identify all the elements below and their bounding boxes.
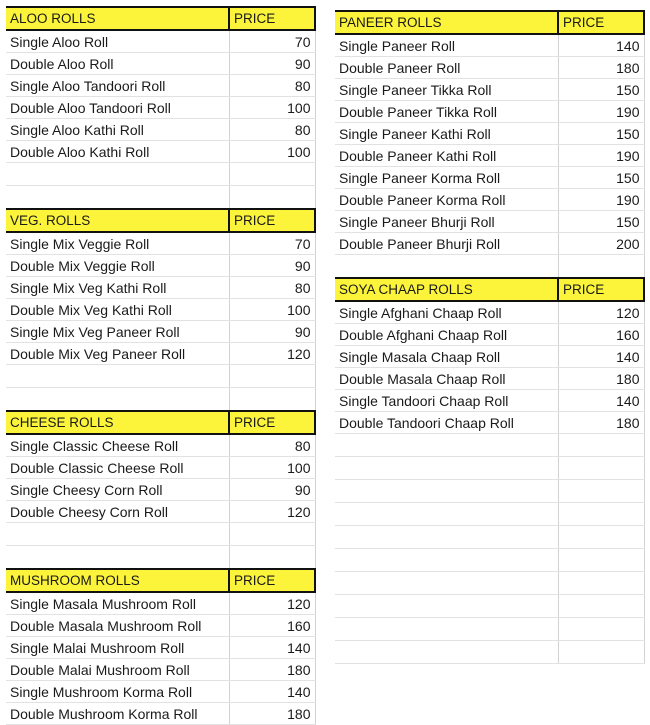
item-name: Double Mix Veggie Roll (6, 255, 229, 277)
menu-item-row (6, 343, 315, 365)
item-name: Single Aloo Roll (6, 30, 229, 53)
menu-item-row (6, 141, 315, 163)
item-price: 150 (558, 79, 644, 101)
item-price: 140 (558, 34, 644, 57)
price-column-label: PRICE (229, 209, 315, 232)
item-price: 150 (558, 211, 644, 233)
item-name: Double Aloo Tandoori Roll (6, 97, 229, 119)
item-name: Double Mix Veg Paneer Roll (6, 343, 229, 365)
menu-item-row (335, 145, 644, 167)
menu-item-row (6, 255, 315, 277)
right-menu-table (335, 10, 645, 664)
menu-item-row (6, 30, 315, 53)
menu-item-row (335, 324, 644, 346)
menu-item-row (6, 232, 315, 255)
section-title: MUSHROOM ROLLS (6, 569, 229, 592)
menu-item-row (6, 97, 315, 119)
item-name: Single Paneer Korma Roll (335, 167, 558, 189)
menu-item-row (6, 479, 315, 501)
item-price: 190 (558, 145, 644, 167)
item-price: 90 (229, 321, 315, 343)
price-column-label: PRICE (558, 278, 644, 301)
item-price: 190 (558, 189, 644, 211)
item-price: 120 (558, 301, 644, 324)
price-column-label: PRICE (229, 411, 315, 434)
menu-item-row (6, 637, 315, 659)
menu-item-row (335, 79, 644, 101)
blank-row (6, 163, 315, 186)
section-header (6, 7, 315, 30)
menu-item-row (335, 412, 644, 434)
item-name: Single Mix Veg Kathi Roll (6, 277, 229, 299)
item-name: Single Masala Chaap Roll (335, 346, 558, 368)
menu-item-row (335, 233, 644, 255)
item-price: 80 (229, 434, 315, 457)
menu-item-row (6, 592, 315, 615)
blank-row (335, 641, 644, 664)
item-name: Double Paneer Tikka Roll (335, 101, 558, 123)
item-price: 180 (558, 412, 644, 434)
item-name: Single Aloo Tandoori Roll (6, 75, 229, 97)
item-name: Single Paneer Tikka Roll (335, 79, 558, 101)
section-title: CHEESE ROLLS (6, 411, 229, 434)
menu-item-row (335, 346, 644, 368)
menu-item-row (335, 34, 644, 57)
item-name: Single Classic Cheese Roll (6, 434, 229, 457)
menu-item-row (6, 434, 315, 457)
item-name: Double Masala Chaap Roll (335, 368, 558, 390)
item-price: 70 (229, 232, 315, 255)
item-name: Double Masala Mushroom Roll (6, 615, 229, 637)
item-name: Single Masala Mushroom Roll (6, 592, 229, 615)
section-header (6, 569, 315, 592)
menu-item-row (6, 615, 315, 637)
item-name: Double Paneer Korma Roll (335, 189, 558, 211)
menu-item-row (6, 457, 315, 479)
blank-row (335, 255, 644, 279)
blank-row (335, 618, 644, 641)
menu-item-row (335, 123, 644, 145)
blank-row (6, 546, 315, 570)
item-price: 180 (229, 659, 315, 681)
menu-item-row (335, 101, 644, 123)
item-name: Double Tandoori Chaap Roll (335, 412, 558, 434)
item-price: 180 (558, 57, 644, 79)
item-name: Single Malai Mushroom Roll (6, 637, 229, 659)
item-price: 80 (229, 75, 315, 97)
item-name: Single Tandoori Chaap Roll (335, 390, 558, 412)
item-price: 90 (229, 53, 315, 75)
menu-item-row (6, 277, 315, 299)
blank-row (335, 434, 644, 457)
menu-item-row (6, 299, 315, 321)
menu-item-row (6, 119, 315, 141)
blank-row (6, 388, 315, 412)
menu-item-row (335, 368, 644, 390)
item-price: 100 (229, 141, 315, 163)
item-price: 200 (558, 233, 644, 255)
menu-item-row (335, 189, 644, 211)
section-header (6, 209, 315, 232)
item-price: 160 (229, 615, 315, 637)
item-price: 90 (229, 255, 315, 277)
item-price: 90 (229, 479, 315, 501)
item-name: Double Paneer Kathi Roll (335, 145, 558, 167)
menu-item-row (6, 703, 315, 725)
blank-row (6, 365, 315, 388)
item-name: Double Cheesy Corn Roll (6, 501, 229, 523)
price-column-label: PRICE (558, 11, 644, 34)
item-price: 80 (229, 277, 315, 299)
item-price: 180 (558, 368, 644, 390)
blank-row (335, 457, 644, 480)
item-name: Single Afghani Chaap Roll (335, 301, 558, 324)
blank-row (335, 526, 644, 549)
item-price: 80 (229, 119, 315, 141)
item-name: Double Mix Veg Kathi Roll (6, 299, 229, 321)
item-price: 70 (229, 30, 315, 53)
item-name: Double Classic Cheese Roll (6, 457, 229, 479)
item-price: 100 (229, 457, 315, 479)
blank-row (335, 480, 644, 503)
item-price: 120 (229, 592, 315, 615)
menu-item-row (335, 211, 644, 233)
item-price: 140 (558, 346, 644, 368)
price-column-label: PRICE (229, 569, 315, 592)
item-price: 150 (558, 123, 644, 145)
item-price: 180 (229, 703, 315, 725)
section-title: SOYA CHAAP ROLLS (335, 278, 558, 301)
item-name: Single Aloo Kathi Roll (6, 119, 229, 141)
menu-item-row (6, 681, 315, 703)
section-header (6, 411, 315, 434)
menu-item-row (335, 390, 644, 412)
section-title: VEG. ROLLS (6, 209, 229, 232)
blank-row (335, 549, 644, 572)
menu-item-row (335, 167, 644, 189)
left-menu-table (6, 6, 316, 725)
item-name: Double Aloo Kathi Roll (6, 141, 229, 163)
item-price: 160 (558, 324, 644, 346)
item-name: Double Paneer Bhurji Roll (335, 233, 558, 255)
price-column-label: PRICE (229, 7, 315, 30)
item-price: 140 (229, 681, 315, 703)
item-name: Double Malai Mushroom Roll (6, 659, 229, 681)
blank-row (335, 572, 644, 595)
item-price: 140 (558, 390, 644, 412)
item-name: Single Cheesy Corn Roll (6, 479, 229, 501)
item-price: 150 (558, 167, 644, 189)
section-title: ALOO ROLLS (6, 7, 229, 30)
menu-item-row (335, 301, 644, 324)
item-name: Double Mushroom Korma Roll (6, 703, 229, 725)
item-price: 100 (229, 299, 315, 321)
section-header (335, 278, 644, 301)
item-name: Single Paneer Bhurji Roll (335, 211, 558, 233)
item-price: 140 (229, 637, 315, 659)
item-price: 120 (229, 343, 315, 365)
left-menu-column (6, 6, 316, 725)
right-menu-column (335, 10, 645, 664)
section-title: PANEER ROLLS (335, 11, 558, 34)
blank-row (335, 503, 644, 526)
blank-row (6, 523, 315, 546)
item-name: Double Paneer Roll (335, 57, 558, 79)
item-name: Single Mix Veg Paneer Roll (6, 321, 229, 343)
item-name: Double Afghani Chaap Roll (335, 324, 558, 346)
menu-item-row (6, 53, 315, 75)
section-header (335, 11, 644, 34)
item-price: 100 (229, 97, 315, 119)
item-name: Single Mix Veggie Roll (6, 232, 229, 255)
item-name: Single Paneer Roll (335, 34, 558, 57)
item-name: Double Aloo Roll (6, 53, 229, 75)
menu-item-row (6, 659, 315, 681)
menu-item-row (6, 501, 315, 523)
item-price: 120 (229, 501, 315, 523)
menu-item-row (335, 57, 644, 79)
item-name: Single Mushroom Korma Roll (6, 681, 229, 703)
menu-item-row (6, 321, 315, 343)
menu-item-row (6, 75, 315, 97)
blank-row (6, 186, 315, 210)
blank-row (335, 595, 644, 618)
item-name: Single Paneer Kathi Roll (335, 123, 558, 145)
item-price: 190 (558, 101, 644, 123)
